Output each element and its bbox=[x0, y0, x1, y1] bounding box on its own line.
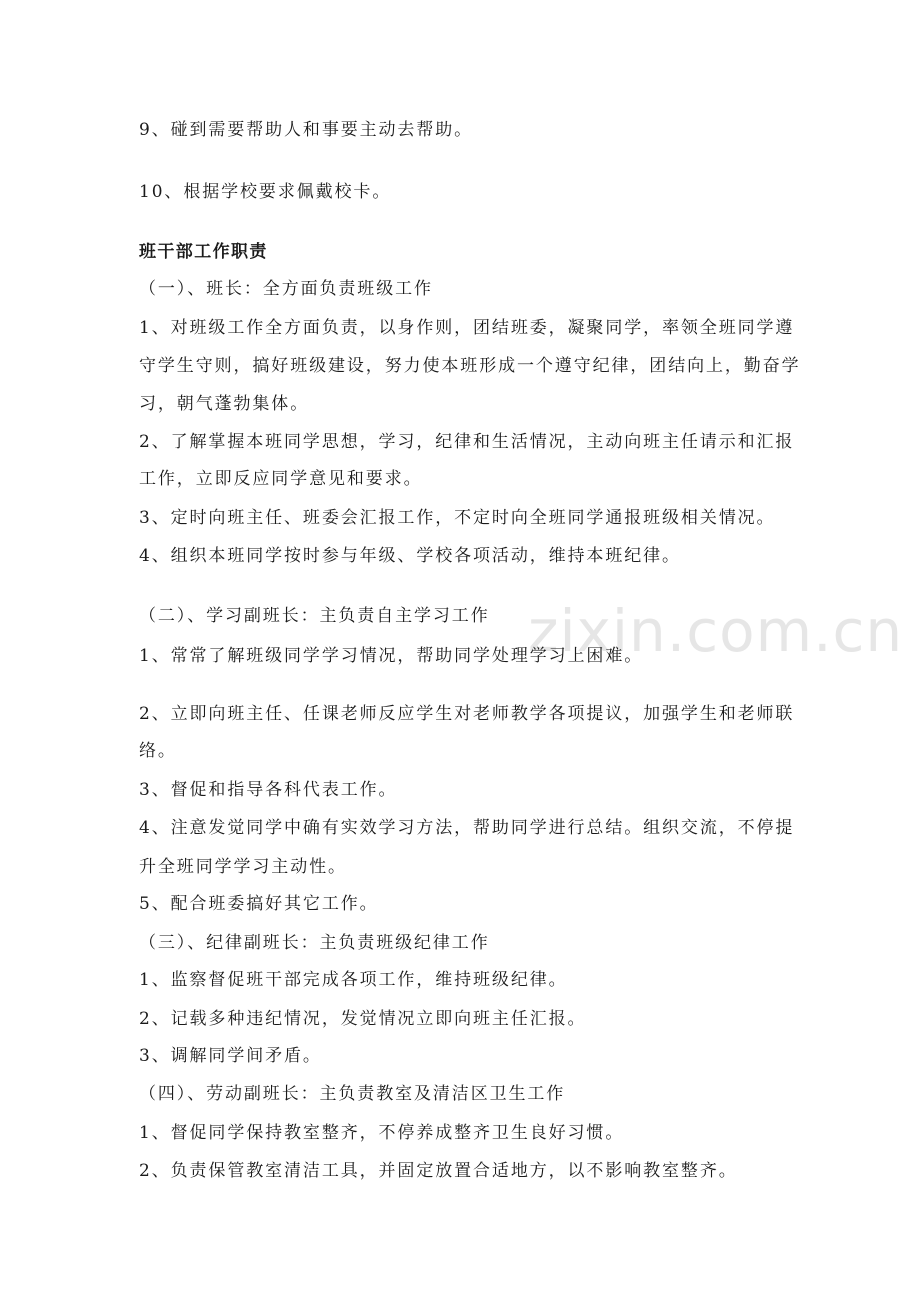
paragraph-line: 1、对班级工作全方面负责，以身作则，团结班委，凝聚同学，率领全班同学遵 bbox=[139, 318, 795, 338]
paragraph-line: 守学生守则，搞好班级建设，努力使本班形成一个遵守纪律，团结向上，勤奋学 bbox=[139, 356, 801, 376]
paragraph-line: 3、调解同学间矛盾。 bbox=[139, 1046, 322, 1066]
watermark: zixin.com.cn bbox=[528, 597, 904, 665]
paragraph-line: 2、了解掌握本班同学思想，学习，纪律和生活情况，主动向班主任请示和汇报 bbox=[139, 432, 795, 452]
paragraph-line: 络。 bbox=[139, 741, 177, 761]
section-heading: 班干部工作职责 bbox=[139, 242, 268, 262]
paragraph-line: 2、立即向班主任、任课老师反应学生对老师教学各项提议，加强学生和老师联 bbox=[139, 704, 795, 724]
paragraph-line: 5、配合班委搞好其它工作。 bbox=[139, 894, 379, 914]
subsection-heading-3: （三）、纪律副班长：主负责班级纪律工作 bbox=[139, 933, 490, 953]
subsection-heading-2: （二）、学习副班长：主负责自主学习工作 bbox=[139, 606, 490, 626]
paragraph-line: 2、记载多种违纪情况，发觉情况立即向班主任汇报。 bbox=[139, 1009, 587, 1029]
paragraph-line: 习，朝气蓬勃集体。 bbox=[139, 394, 310, 414]
paragraph-line: 2、负责保管教室清洁工具，并固定放置合适地方，以不影响教室整齐。 bbox=[139, 1161, 738, 1181]
paragraph-line: 1、监察督促班干部完成各项工作，维持班级纪律。 bbox=[139, 970, 568, 990]
subsection-heading-4: （四）、劳动副班长：主负责教室及清洁区卫生工作 bbox=[139, 1084, 566, 1104]
paragraph-line: 1、督促同学保持教室整齐，不停养成整齐卫生良好习惯。 bbox=[139, 1123, 625, 1143]
rule-item-10: 10、根据学校要求佩戴校卡。 bbox=[139, 182, 392, 202]
rule-item-9: 9、碰到需要帮助人和事要主动去帮助。 bbox=[139, 120, 474, 140]
paragraph-line: 3、定时向班主任、班委会汇报工作，不定时向全班同学通报班级相关情况。 bbox=[139, 508, 776, 528]
subsection-heading-1: （一）、班长：全方面负责班级工作 bbox=[139, 279, 433, 299]
paragraph-line: 1、常常了解班级同学学习情况，帮助同学处理学习上困难。 bbox=[139, 646, 644, 666]
paragraph-line: 4、注意发觉同学中确有实效学习方法，帮助同学进行总结。组织交流，不停提 bbox=[139, 818, 795, 838]
paragraph-line: 3、督促和指导各科代表工作。 bbox=[139, 780, 398, 800]
paragraph-line: 4、组织本班同学按时参与年级、学校各项活动，维持本班纪律。 bbox=[139, 546, 681, 566]
paragraph-line: 升全班同学学习主动性。 bbox=[139, 857, 347, 877]
paragraph-line: 工作，立即反应同学意见和要求。 bbox=[139, 469, 423, 489]
